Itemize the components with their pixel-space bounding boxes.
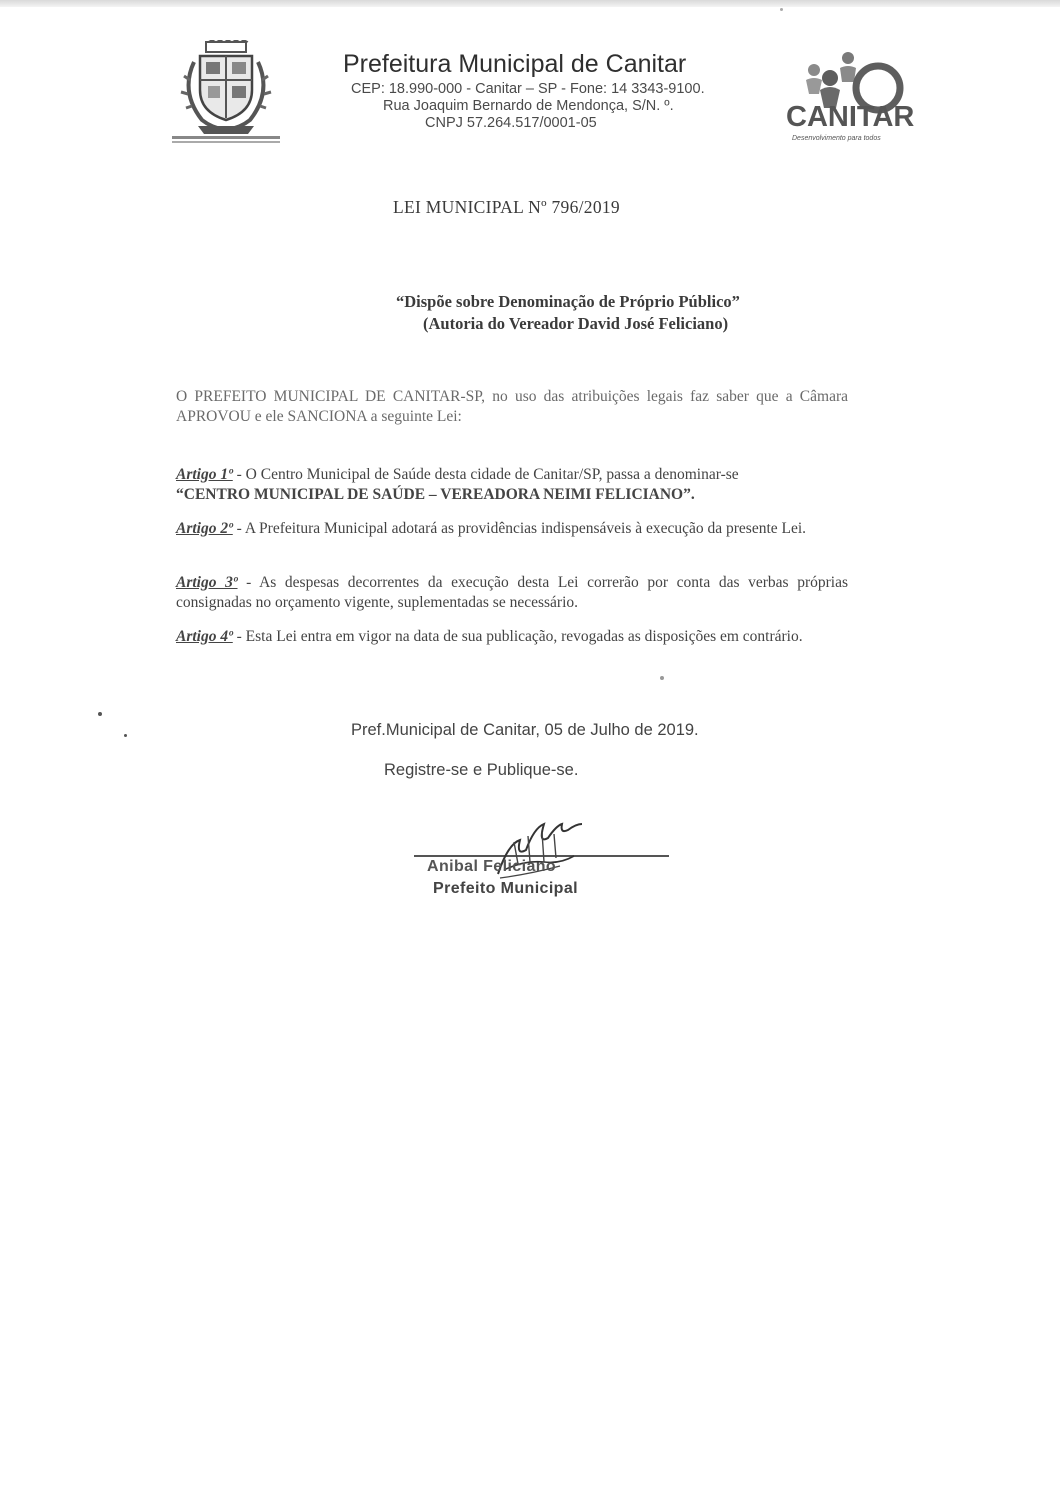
header-address-street: Rua Joaquim Bernardo de Mendonça, S/N. º. — [383, 98, 674, 114]
law-number-heading: LEI MUNICIPAL Nº 796/2019 — [393, 197, 620, 217]
header-address-cep-phone: CEP: 18.990-000 - Canitar – SP - Fone: 14 3343-9100. — [351, 81, 705, 97]
scan-top-edge — [0, 0, 1060, 7]
signatory-name: Anibal Feliciano — [427, 858, 557, 875]
article-2 — [176, 519, 848, 539]
article-label: Artigo 1º — [176, 466, 233, 483]
article-text: - Esta Lei entra em vigor na data de sua publicação, revogadas as disposições em contrário. — [232, 628, 803, 645]
publish-line: Registre-se e Publique-se. — [384, 761, 579, 779]
signatory-role: Prefeito Municipal — [433, 880, 578, 897]
scan-speck — [124, 734, 127, 737]
article-4 — [176, 627, 848, 647]
scan-speck — [660, 676, 664, 680]
article-text: - As despesas decorrentes da execução desta Lei correrão por conta das verbas próprias consignadas no orçamento vigente, suplementadas se necessário. — [176, 574, 848, 611]
canitar-logo — [782, 44, 942, 146]
logo-tagline: Desenvolvimento para todos — [792, 135, 881, 142]
article-1 — [176, 465, 848, 505]
law-summary-title: “Dispõe sobre Denominação de Próprio Público” — [396, 292, 740, 311]
scan-speck — [98, 712, 102, 716]
article-label: Artigo 4º — [176, 628, 233, 645]
article-3 — [176, 573, 848, 613]
article-text: - A Prefeitura Municipal adotará as providências indispensáveis à execução da presente Lei. — [232, 520, 807, 537]
article-label: Artigo 2º — [176, 520, 233, 537]
organization-title: Prefeitura Municipal de Canitar — [343, 50, 687, 78]
article-label: Artigo 3º — [176, 574, 238, 591]
header-cnpj: CNPJ 57.264.517/0001-05 — [425, 115, 597, 131]
law-summary — [396, 291, 740, 335]
article-emphasis: “CENTRO MUNICIPAL DE SAÚDE – VEREADORA NEIMI FELICIANO”. — [176, 486, 695, 503]
coat-of-arms-icon — [172, 40, 280, 146]
law-author: (Autoria do Vereador David José Feliciano) — [423, 314, 729, 333]
logo-wordmark: CANITAR — [786, 101, 915, 133]
intro-paragraph: O PREFEITO MUNICIPAL DE CANITAR-SP, no uso das atribuições legais faz saber que a Câmara APROVOU e ele SANCIONA a seguinte Lei: — [176, 388, 848, 425]
date-line: Pref.Municipal de Canitar, 05 de Julho de 2019. — [351, 721, 699, 739]
article-text: - O Centro Municipal de Saúde desta cidade de Canitar/SP, passa a denominar-se — [232, 466, 739, 483]
scan-speck — [780, 8, 783, 11]
